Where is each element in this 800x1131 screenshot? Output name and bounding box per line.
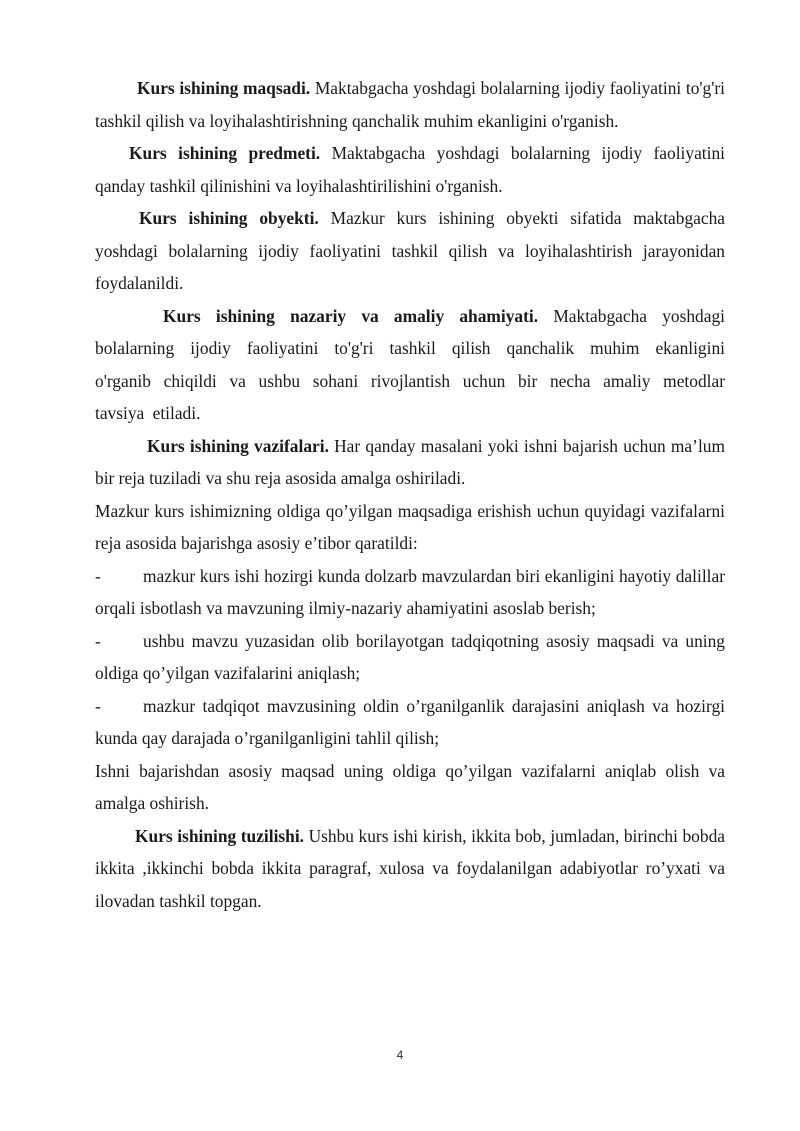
heading-course-subject: Kurs ishining predmeti. bbox=[129, 143, 321, 163]
heading-course-structure: Kurs ishining tuzilishi. bbox=[135, 825, 305, 846]
paragraph-course-object bbox=[95, 202, 725, 300]
heading-course-goal: Kurs ishining maqsadi. bbox=[137, 78, 311, 98]
text-course-tasks: Har qanday masalani yoki ishni bajarish uchun ma’lum bir reja tuziladi va shu reja asosida amalga oshiriladi. bbox=[95, 435, 725, 488]
heading-course-object: Kurs ishining obyekti. bbox=[139, 208, 319, 228]
paragraph-course-tasks bbox=[95, 430, 725, 495]
text-course-significance: Maktabgacha yoshdagi bolalarning ijodiy faoliyatini to'g'ri tashkil qilish qanchalik muhim ekanligini o'rganib chiqildi va ushbu sohani rivojlantish uchun bir necha amaliy metodlar tavsiya etiladi. bbox=[95, 305, 725, 423]
bullet-text: ushbu mavzu yuzasidan olib borilayotgan tadqiqotning asosiy maqsadi va uning oldiga qo’yilgan vazifalarini aniqlash; bbox=[95, 630, 725, 683]
bullet-item bbox=[95, 625, 725, 690]
bullet-marker: - bbox=[95, 630, 101, 651]
paragraph-course-structure bbox=[95, 820, 725, 918]
bullet-marker: - bbox=[95, 565, 101, 586]
text-course-structure: Ushbu kurs ishi kirish, ikkita bob, jumladan, birinchi bobda ikkita ,ikkinchi bobda ikkita paragraf, xulosa va foydalanilgan adabiyotlar ro’yxati va ilovadan tashkil topgan. bbox=[95, 825, 725, 911]
text-course-object: Mazkur kurs ishining obyekti sifatida maktabgacha yoshdagi bolalarning ijodiy faoliyatini tashkil qilish va loyihalashtirish jarayonidan foydalanildi. bbox=[95, 208, 726, 293]
document-page bbox=[95, 72, 725, 917]
paragraph-course-goal bbox=[95, 72, 725, 137]
bullet-text: mazkur kurs ishi hozirgi kunda dolzarb mavzulardan biri ekanligini hayotiy dalillar orqali isbotlash va mavzuning ilmiy-nazariy ahamiyatini asoslab berish; bbox=[95, 565, 725, 618]
text-course-subject: Maktabgacha yoshdagi bolalarning ijodiy faoliyatini qanday tashkil qilinishini va loyihalashtirilishini o'rganish. bbox=[95, 143, 725, 196]
bullet-item bbox=[95, 690, 725, 755]
bullet-item bbox=[95, 560, 725, 625]
paragraph-course-subject bbox=[95, 137, 725, 202]
paragraph-conclusion: Ishni bajarishdan asosiy maqsad uning oldiga qo’yilgan vazifalarni aniqlab olish va amalga oshirish. bbox=[95, 760, 725, 813]
text-course-goal: Maktabgacha yoshdagi bolalarning ijodiy faoliyatini to'g'ri tashkil qilish va loyihalashtirishning qanchalik muhim ekanligini o'rganish. bbox=[95, 78, 725, 131]
heading-course-tasks: Kurs ishining vazifalari. bbox=[147, 435, 329, 456]
bullet-marker: - bbox=[95, 695, 101, 716]
paragraph-tasks-intro: Mazkur kurs ishimizning oldiga qo’yilgan maqsadiga erishish uchun quyidagi vazifalarni reja asosida bajarishga asosiy e’tibor qaratildi: bbox=[95, 500, 725, 553]
heading-course-significance: Kurs ishining nazariy va amaliy ahamiyati. bbox=[163, 305, 539, 326]
page-number: 4 bbox=[396, 1048, 404, 1062]
paragraph-course-significance bbox=[95, 300, 725, 430]
bullet-text: mazkur tadqiqot mavzusining oldin o’rganilganlik darajasini aniqlash va hozirgi kunda qay darajada o’rganilganligini tahlil qilish; bbox=[95, 695, 725, 748]
